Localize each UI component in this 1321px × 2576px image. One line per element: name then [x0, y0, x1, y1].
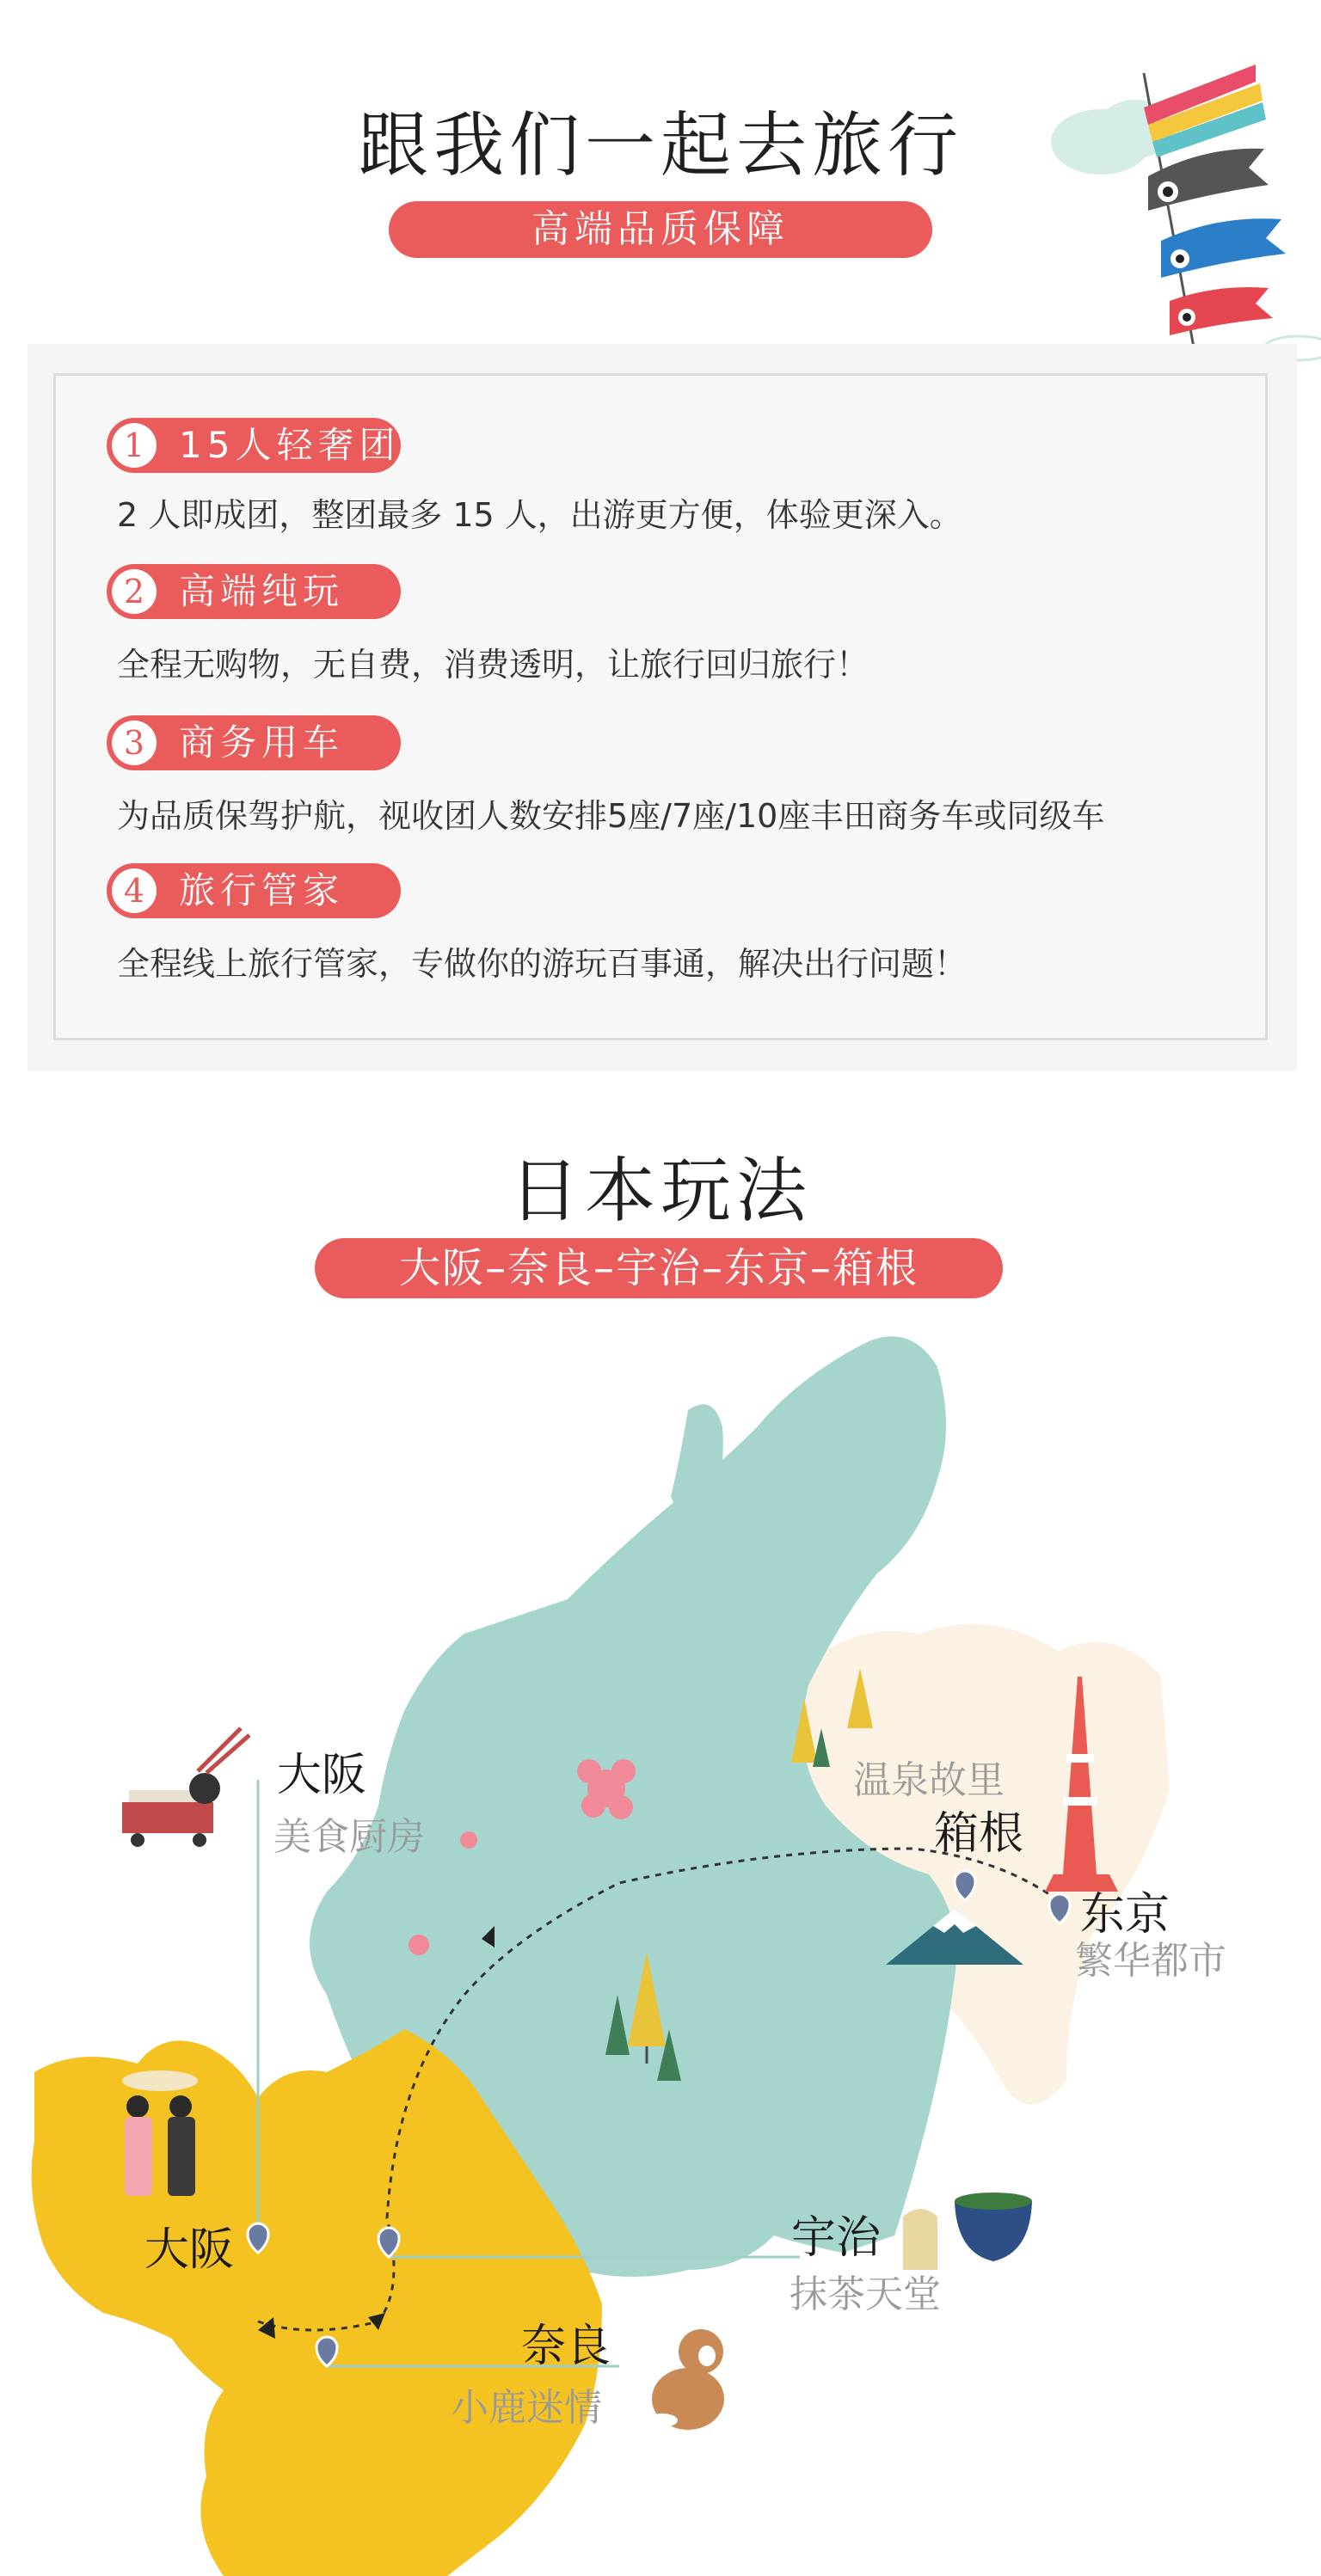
feature-badge-3 [107, 715, 401, 770]
section-title: 日本玩法 [508, 1150, 812, 1232]
feature-badge-4 [107, 863, 401, 918]
feature-number: 4 [112, 868, 157, 913]
feature-desc-1: 2 人即成团，整团最多 15 人，出游更方便，体验更深入。 [117, 496, 962, 534]
feature-desc-4: 全程线上旅行管家，专做你的游玩百事通，解决出行问题！ [117, 945, 968, 983]
city-label-osaka: 大阪 [144, 2224, 235, 2276]
city-label-nara: 奈良 [521, 2321, 611, 2372]
feature-title: 商务用车 [179, 721, 345, 764]
feature-desc-3: 为品质保驾护航，视收团人数安排5座/7座/10座丰田商务车或同级车 [117, 797, 1105, 835]
feature-title: 高端纯玩 [179, 570, 345, 612]
route-badge: 大阪–奈良–宇治–东京–箱根 [315, 1238, 1003, 1298]
feature-number: 1 [112, 423, 157, 468]
city-label-osaka-top: 大阪 [277, 1750, 367, 1801]
city-sub-uji: 抹茶天堂 [790, 2272, 941, 2316]
city-sub-onsen: 温泉故里 [853, 1758, 1005, 1802]
feature-desc-2: 全程无购物，无自费，消费透明，让旅行回归旅行！ [117, 646, 869, 684]
page-title: 跟我们一起去旅行 [357, 105, 963, 187]
feature-number: 3 [112, 721, 157, 765]
matcha-icon [903, 2193, 1032, 2270]
subtitle-badge: 高端品质保障 [389, 201, 932, 258]
city-sub-tokyo: 繁华都市 [1075, 1939, 1226, 1983]
feature-title: 15人轻奢团 [179, 424, 401, 466]
koinobori-decoration-icon [1023, 47, 1321, 365]
city-label-tokyo: 东京 [1080, 1889, 1170, 1941]
food-cart-icon [122, 1728, 249, 1847]
city-label-uji: 宇治 [791, 2212, 882, 2264]
deer-icon [647, 2329, 724, 2430]
feature-badge-2 [107, 564, 401, 619]
feature-badge-1 [107, 418, 401, 473]
city-label-hakone: 箱根 [934, 1808, 1024, 1860]
city-sub-nara: 小鹿迷情 [451, 2386, 602, 2430]
feature-number: 2 [112, 569, 157, 614]
feature-title: 旅行管家 [179, 869, 345, 911]
city-sub-osaka-top: 美食厨房 [273, 1815, 425, 1859]
